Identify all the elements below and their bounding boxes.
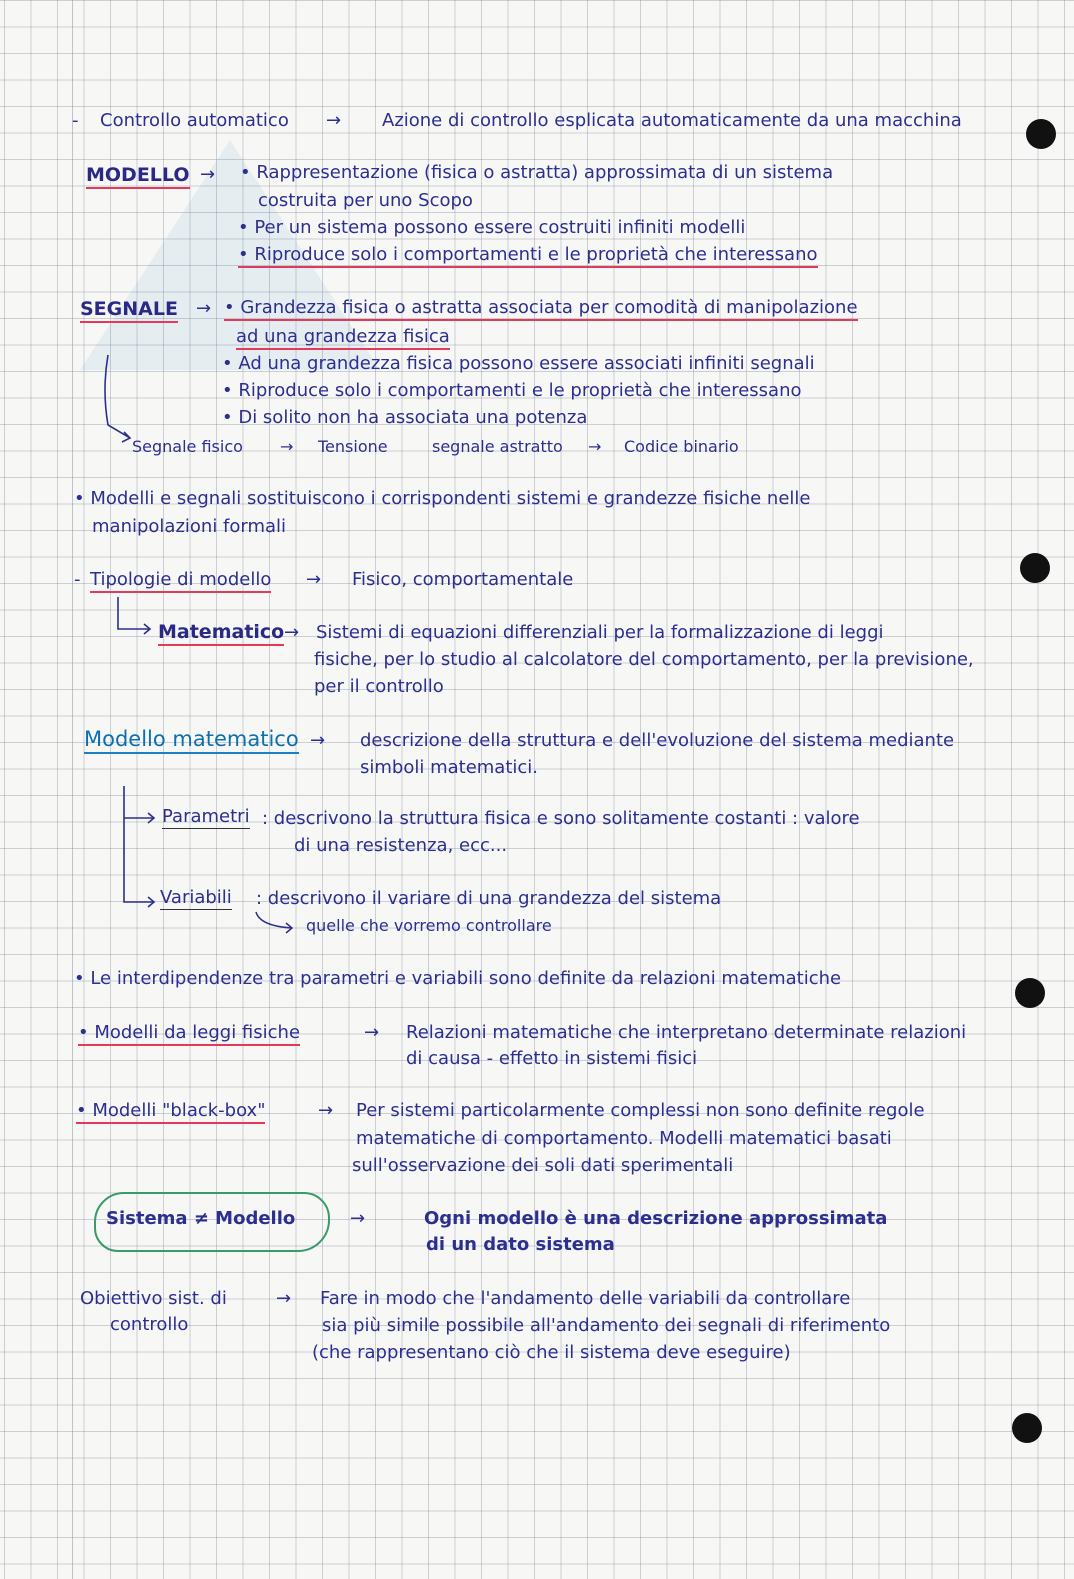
arrow: → — [350, 1208, 366, 1229]
variabili-text-2: quelle che vorremo controllare — [306, 916, 552, 935]
leggi-text-2: di causa - effetto in sistemi fisici — [406, 1048, 698, 1069]
modmat-text-2: simboli matematici. — [360, 757, 539, 778]
arrow: → — [318, 1100, 334, 1121]
obiettivo-text-2: sia più simile possibile all'andamento dei segnali di riferimento — [322, 1315, 891, 1336]
obiettivo-text-3: (che rappresentano ciò che il sistema deve eseguire) — [312, 1342, 791, 1363]
modmat-text-1: descrizione della struttura e dell'evoluzione del sistema mediante — [360, 730, 955, 751]
arrow: → — [326, 110, 342, 131]
punch-hole — [1026, 119, 1056, 149]
bullet-dash: - — [74, 569, 81, 590]
punch-hole — [1012, 1413, 1042, 1443]
term-controllo-automatico: Controllo automatico — [100, 110, 289, 131]
heading-obiettivo: Obiettivo sist. di — [80, 1288, 227, 1309]
modello-bullet-1: • Rappresentazione (fisica o astratta) approssimata di un sistema — [240, 162, 834, 183]
heading-parametri: Parametri — [162, 806, 250, 827]
bullet-dash: - — [72, 110, 79, 131]
tipologie-text: Fisico, comportamentale — [352, 569, 574, 590]
arrow: → — [588, 437, 602, 456]
branch-arrows — [118, 784, 162, 914]
modello-bullet-1-cont: costruita per uno Scopo — [258, 190, 473, 211]
arrow: → — [200, 164, 216, 185]
matematico-text-1: Sistemi di equazioni differenziali per la formalizzazione di leggi — [316, 622, 884, 643]
heading-modelli-black-box: • Modelli "black-box" — [76, 1102, 265, 1124]
obiettivo-text-1: Fare in modo che l'andamento delle variabili da controllare — [320, 1288, 851, 1309]
sistema-text-1: Ogni modello è una descrizione approssimata — [424, 1208, 888, 1229]
matematico-text-2: fisiche, per lo studio al calcolatore del comportamento, per la previsione, — [314, 649, 974, 670]
punch-hole — [1020, 553, 1050, 583]
note-interdipendenze: • Le interdipendenze tra parametri e variabili sono definite da relazioni matematiche — [74, 968, 842, 989]
branch-arrow — [112, 595, 156, 640]
segnale-bullet-4: • Di solito non ha associata una potenza — [222, 407, 588, 428]
segnale-bullet-1-cont: ad una grandezza fisica — [236, 328, 450, 350]
parametri-text-1: : descrivono la struttura fisica e sono solitamente costanti : valore — [262, 808, 860, 829]
modello-bullet-2: • Per un sistema possono essere costruiti infiniti modelli — [238, 217, 746, 238]
matematico-text-3: per il controllo — [314, 676, 444, 697]
bracket-arrow — [100, 350, 140, 450]
heading-variabili: Variabili — [160, 887, 232, 908]
segnale-bullet-2: • Ad una grandezza fisica possono essere associati infiniti segnali — [222, 353, 815, 374]
note-sostituiscono-cont: manipolazioni formali — [92, 516, 287, 537]
blackbox-text-2: matematiche di comportamento. Modelli matematici basati — [356, 1128, 892, 1149]
blackbox-text-1: Per sistemi particolarmente complessi non sono definite regole — [356, 1100, 925, 1121]
heading-modello: MODELLO — [86, 166, 190, 189]
heading-matematico: Matematico — [158, 623, 284, 646]
variabili-text-1: : descrivono il variare di una grandezza del sistema — [256, 888, 722, 909]
example-tensione: Tensione — [318, 437, 388, 456]
sub-arrow — [252, 910, 302, 936]
example-codice-binario: Codice binario — [624, 437, 739, 456]
leggi-text-1: Relazioni matematiche che interpretano determinate relazioni — [406, 1022, 967, 1043]
arrow: → — [276, 1288, 292, 1309]
modello-bullet-3: • Riproduce solo i comportamenti e le proprietà che interessano — [238, 246, 818, 268]
arrow: → — [310, 730, 326, 751]
heading-obiettivo-cont: controllo — [110, 1314, 189, 1335]
example-segnale-astratto: segnale astratto — [432, 437, 563, 456]
heading-tipologie: Tipologie di modello — [90, 571, 271, 593]
sistema-text-2: di un dato sistema — [426, 1234, 615, 1255]
heading-modelli-leggi-fisiche: • Modelli da leggi fisiche — [78, 1024, 300, 1046]
example-segnale-fisico: Segnale fisico — [132, 437, 243, 456]
heading-sistema-modello: Sistema ≠ Modello — [106, 1208, 296, 1229]
arrow: → — [196, 298, 212, 319]
arrow: → — [306, 569, 322, 590]
punch-hole — [1015, 978, 1045, 1008]
segnale-bullet-3: • Riproduce solo i comportamenti e le proprietà che interessano — [222, 380, 802, 401]
segnale-bullet-1: • Grandezza fisica o astratta associata per comodità di manipolazione — [224, 299, 858, 321]
note-sostituiscono: • Modelli e segnali sostituiscono i corrispondenti sistemi e grandezze fisiche nelle — [74, 488, 811, 509]
arrow: → — [284, 622, 300, 643]
blackbox-text-3: sull'osservazione dei soli dati sperimentali — [352, 1155, 734, 1176]
definition-text: Azione di controllo esplicata automaticamente da una macchina — [382, 110, 962, 131]
arrow: → — [364, 1022, 380, 1043]
heading-segnale: SEGNALE — [80, 300, 178, 323]
arrow: → — [280, 437, 294, 456]
heading-modello-matematico: Modello matematico — [84, 729, 299, 754]
parametri-text-2: di una resistenza, ecc... — [294, 835, 508, 856]
